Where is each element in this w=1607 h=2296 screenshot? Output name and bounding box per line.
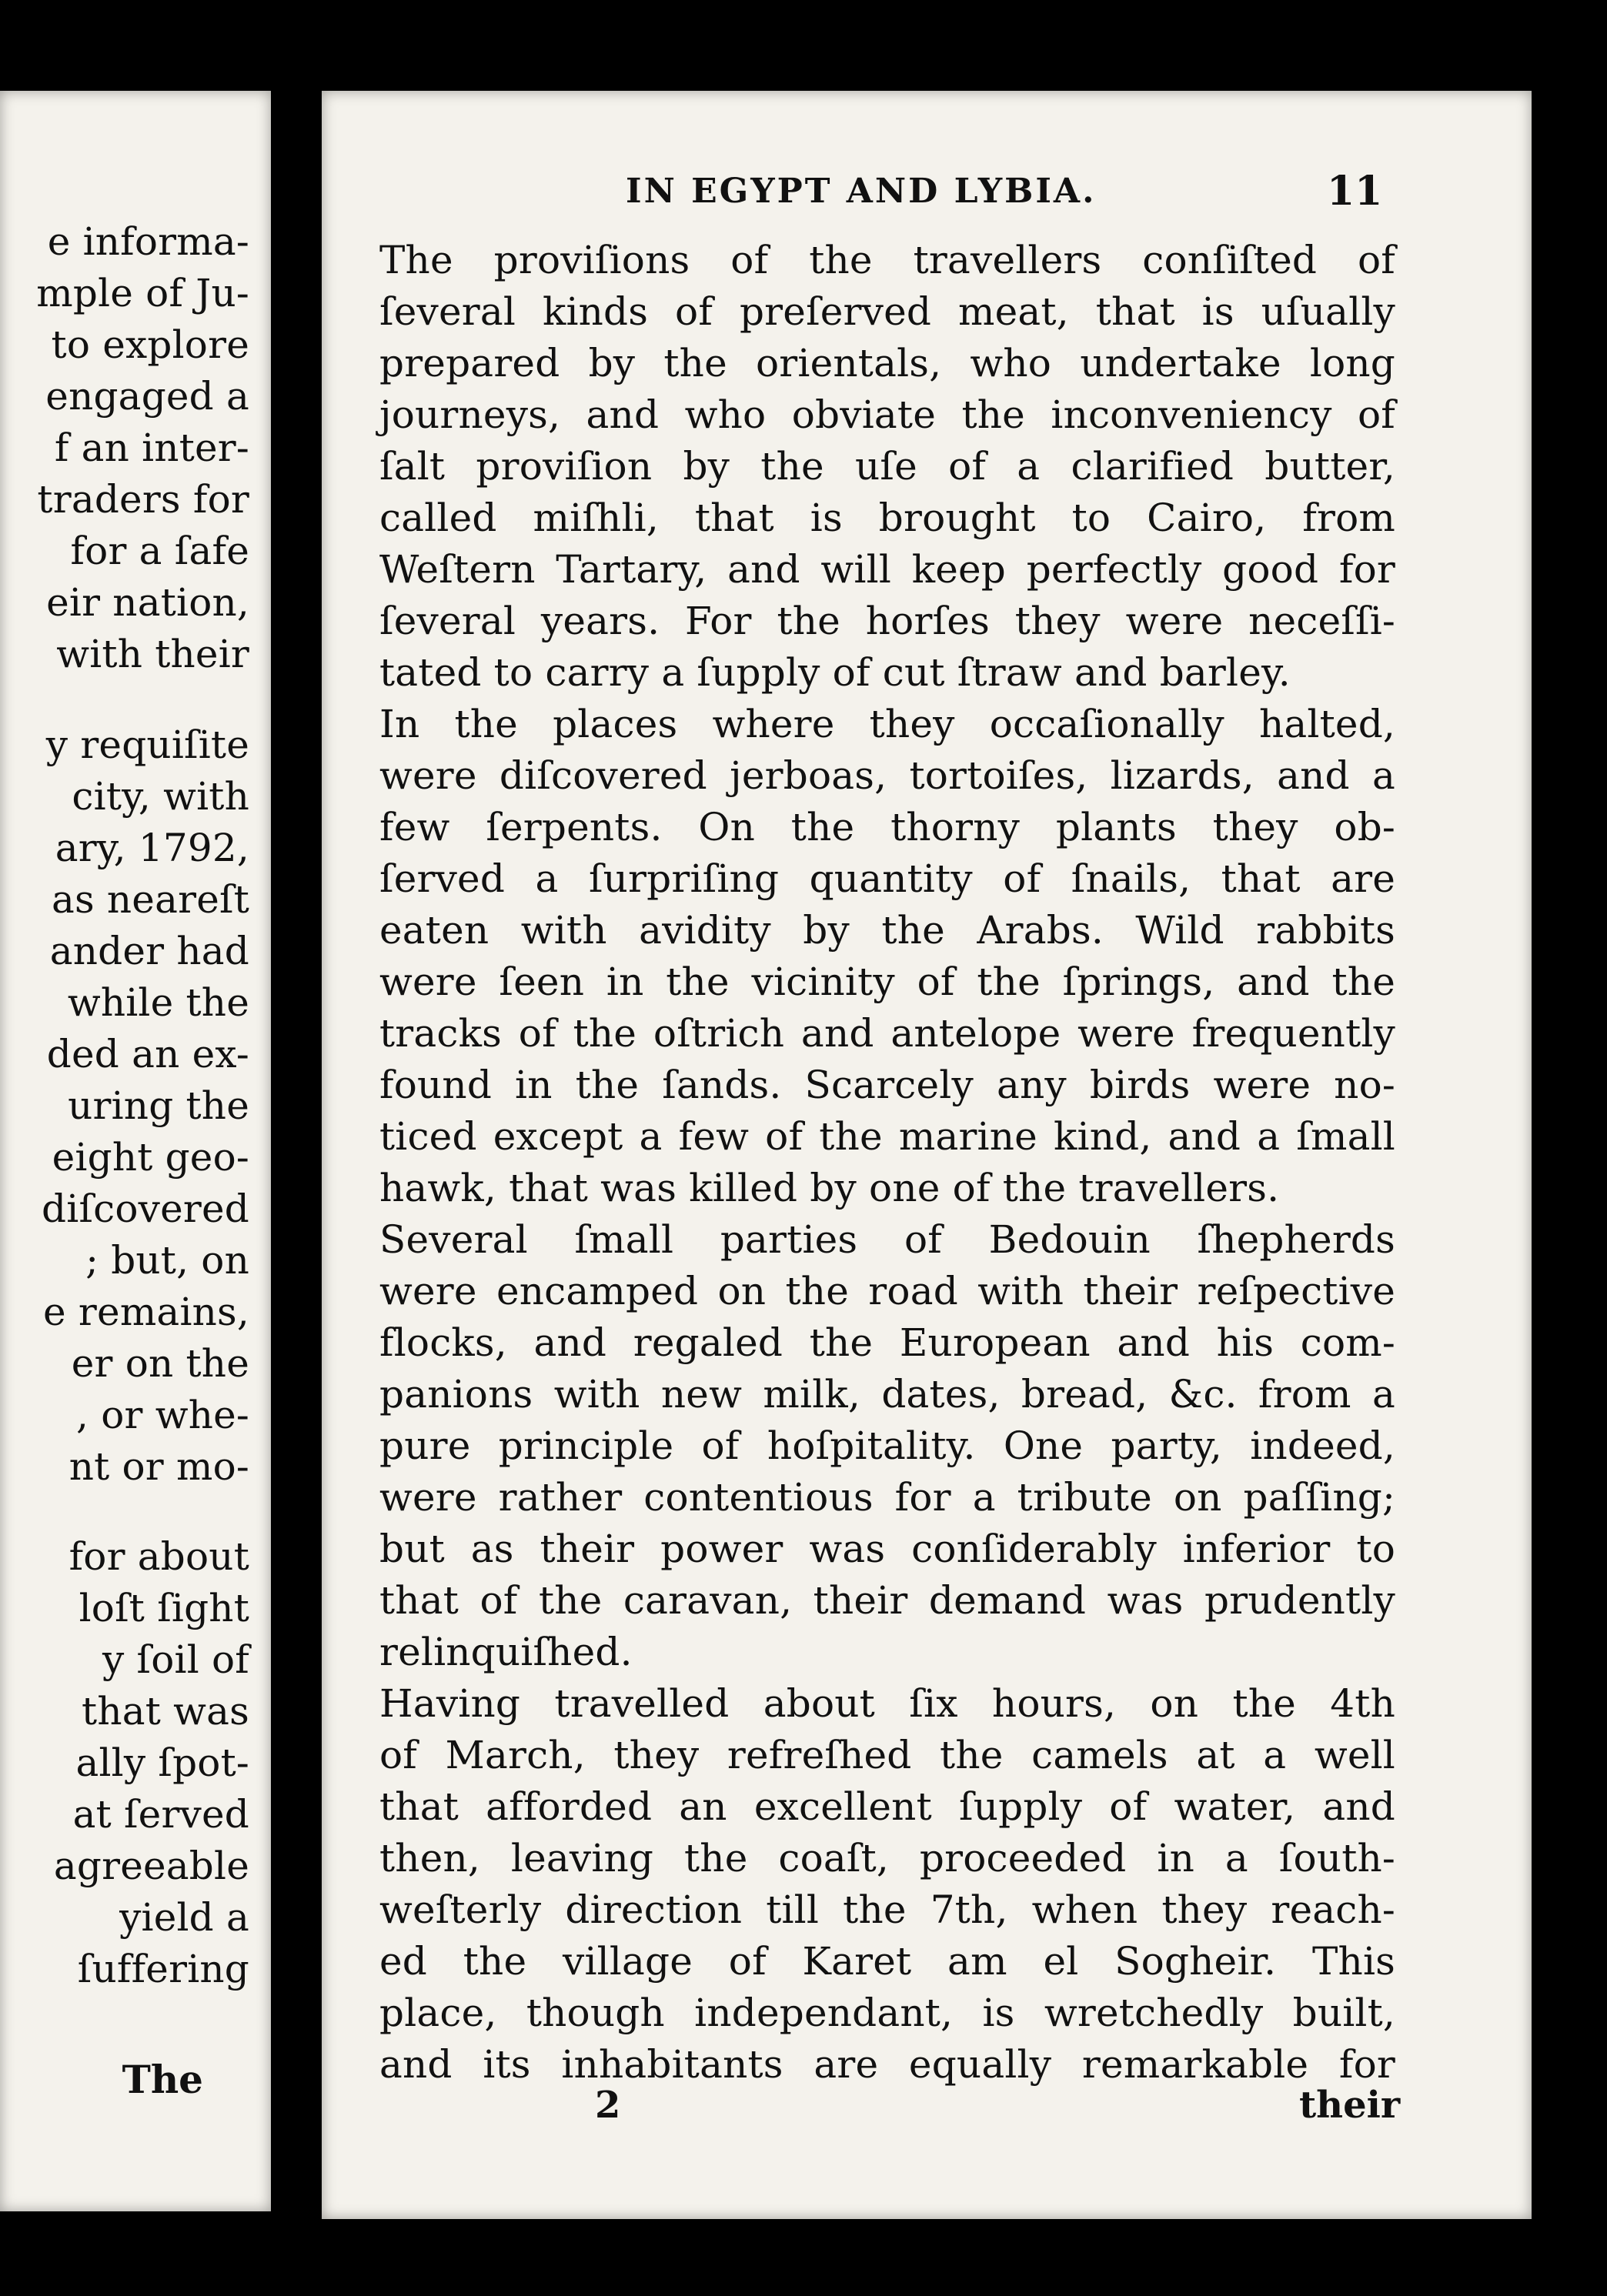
text-line: were encamped on the road with their reſpective — [379, 1269, 1395, 1313]
text-line: pure principle of hoſpitality. One party, indeed, — [379, 1423, 1395, 1468]
text-line: ander had — [49, 929, 249, 973]
text-line: ſerved a ſurpriſing quantity of ſnails, that are — [379, 856, 1395, 901]
page-number: 11 — [1327, 168, 1383, 215]
text-line: of March, they refreſhed the camels at a well — [379, 1733, 1395, 1777]
text-line: ticed except a few of the marine kind, and a ſmall — [379, 1114, 1395, 1159]
text-line: for about — [68, 1534, 249, 1579]
text-line: Weſtern Tartary, and will keep perfectly good for — [379, 547, 1395, 592]
text-line: , or whe- — [76, 1393, 249, 1437]
text-line: ſuffering — [77, 1947, 249, 1991]
text-line: In the places where they occaſionally halted, — [379, 702, 1395, 746]
text-line: hawk, that was killed by one of the travellers. — [379, 1166, 1280, 1210]
text-line: ſeveral kinds of preſerved meat, that is uſually — [379, 289, 1395, 334]
text-line: diſcovered — [42, 1186, 249, 1231]
text-line: then, leaving the coaſt, proceeded in a ſouth- — [379, 1836, 1395, 1881]
text-line: ded an ex- — [46, 1032, 249, 1076]
text-line: engaged a — [45, 374, 249, 419]
text-line: Several ſmall parties of Bedouin ſhepherds — [379, 1217, 1395, 1262]
text-line: with their — [56, 632, 249, 676]
text-line: Having travelled about ſix hours, on the 4th — [379, 1681, 1395, 1726]
text-line: uring the — [68, 1083, 249, 1128]
text-line: as neareſt — [51, 877, 249, 922]
text-line: called miſhli, that is brought to Cairo, from — [379, 496, 1395, 540]
text-line: ſalt proviſion by the uſe of a clarified butter, — [379, 444, 1395, 489]
text-line: were ſeen in the vicinity of the ſprings, and the — [379, 959, 1395, 1004]
text-line: eight geo- — [52, 1135, 249, 1180]
text-line: mple of Ju- — [36, 271, 249, 315]
text-line: few ſerpents. On the thorny plants they ob- — [379, 805, 1395, 849]
text-line: prepared by the orientals, who undertake long — [379, 341, 1395, 385]
text-line: er on the — [71, 1341, 249, 1386]
text-line: for a ſafe — [70, 529, 249, 573]
text-line: at ſerved — [72, 1792, 249, 1837]
text-line: city, with — [72, 774, 249, 819]
text-line: nt or mo- — [68, 1444, 249, 1489]
text-line: were rather contentious for a tribute on paſſing; — [379, 1475, 1395, 1520]
text-line: weſterly direction till the 7th, when they reach- — [379, 1887, 1395, 1932]
text-line: y requiſite — [45, 723, 249, 767]
text-line: ; but, on — [85, 1238, 249, 1283]
text-line: that was — [82, 1689, 249, 1734]
running-head: IN EGYPT AND LYBIA. — [626, 172, 1097, 211]
text-line: ally ſpot- — [75, 1740, 249, 1785]
text-line: journeys, and who obviate the inconveniency of — [379, 392, 1395, 437]
signature-mark: 2 — [595, 2084, 621, 2127]
text-line: loſt ſight — [79, 1586, 249, 1630]
catchword: their — [1299, 2084, 1401, 2127]
text-line: place, though independant, is wretchedly built, — [379, 1991, 1395, 2035]
text-line: relinquiſhed. — [379, 1630, 633, 1674]
text-line: e informa- — [47, 219, 249, 264]
text-line: f an inter- — [54, 425, 249, 470]
text-line: eir nation, — [46, 580, 249, 625]
text-line: but as their power was conſiderably inferior to — [379, 1527, 1395, 1571]
text-line: to explore — [51, 322, 249, 367]
text-line: found in the ſands. Scarcely any birds were no- — [379, 1063, 1395, 1107]
text-line: tracks of the oſtrich and antelope were frequently — [379, 1011, 1395, 1056]
text-line: were diſcovered jerboas, tortoiſes, lizards, and a — [379, 753, 1395, 798]
text-line: yield a — [119, 1895, 249, 1940]
text-line: agreeable — [53, 1844, 249, 1888]
text-line: e remains, — [43, 1290, 249, 1334]
text-line: that afforded an excellent ſupply of water, and — [379, 1784, 1395, 1829]
text-line: The proviſions of the travellers conſiſted of — [379, 238, 1395, 282]
text-line: eaten with avidity by the Arabs. Wild rabbits — [379, 908, 1395, 953]
text-line: that of the caravan, their demand was prudently — [379, 1578, 1395, 1623]
text-line: and its inhabitants are equally remarkable for — [379, 2042, 1395, 2087]
text-line: ary, 1792, — [55, 826, 249, 870]
text-line: flocks, and regaled the European and his com- — [379, 1320, 1395, 1365]
right-page — [322, 91, 1532, 2219]
text-line: ſeveral years. For the horſes they were neceſſi- — [379, 599, 1395, 643]
text-line: panions with new milk, dates, bread, &c. from a — [379, 1372, 1395, 1417]
text-line: y ſoil of — [102, 1637, 249, 1682]
left-page — [0, 91, 271, 2211]
text-line: traders for — [37, 477, 249, 522]
catchword: The — [122, 2057, 203, 2102]
text-line: while the — [67, 980, 249, 1025]
text-line: ed the village of Karet am el Sogheir. This — [379, 1939, 1395, 1984]
text-line: tated to carry a ſupply of cut ſtraw and barley. — [379, 650, 1291, 695]
